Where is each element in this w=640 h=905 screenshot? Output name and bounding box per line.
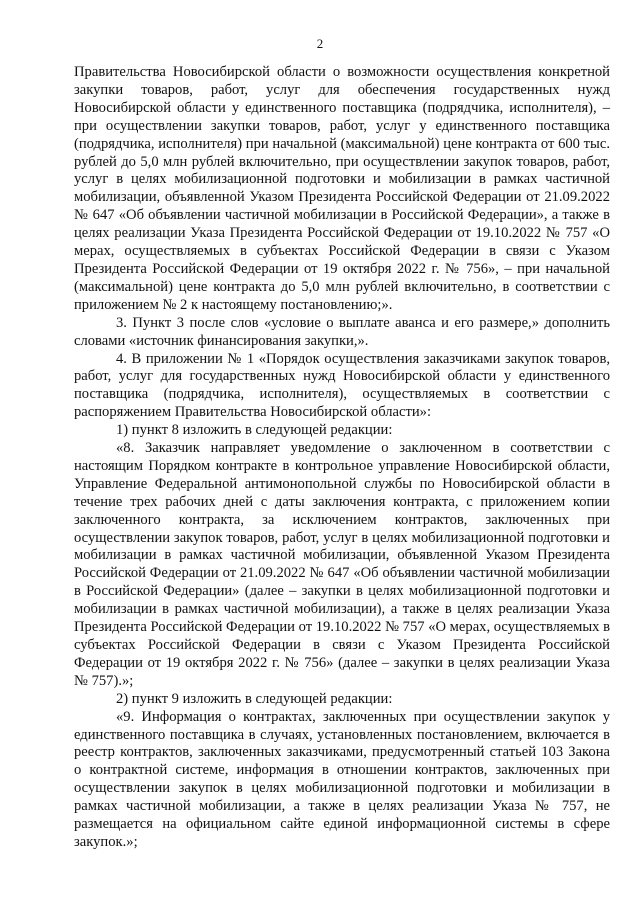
paragraph-subitem-1: 1) пункт 8 изложить в следующей редакции: xyxy=(116,422,393,439)
paragraph-item-3: 3. Пункт 3 после слов «условие о выплате аванса и его размере,» дополнить словами «источник финансирования закупки,». xyxy=(74,314,610,349)
paragraph-clause-8: «8. Заказчик направляет уведомление о заключенном в соответствии с настоящим Порядком контракте в контрольное управление Новосибирской области, Управление Федеральной антимонопольной службы по Новосибирской области в течение трех рабочих дней с даты заключения контракта, с приложением копии заключенного контракта, за исключением контрактов, заключенных при осуществлении закупок товаров, работ, услуг в целях мобилизационной подготовки и мобилизации в рамках частичной мобилизации, объявленной Указом Президента Российской Федерации от 21.09.2022 № 647 «Об объявлении частичной мобилизации в Российской Федерации» (далее – закупки в целях мобилизационной подготовки и мобилизации в рамках частичной мобилизации), а также в целях реализации Указа Президента Российской Федерации от 19.10.2022 № 757 «О мерах, осуществляемых в субъектах Российской Федерации в связи с Указом Президента Российской Федерации от 19 октября 2022 г. № 756» (далее – закупки в целях реализации Указа № 757).»; xyxy=(74,440,610,689)
page-number: 2 xyxy=(316,36,324,51)
paragraph-item-4: 4. В приложении № 1 «Порядок осуществления заказчиками закупок товаров, работ, услуг для государственных нужд Новосибирской области у единственного поставщика (подрядчика, исполнителя), осуществляемых в соответствии с распоряжением Правительства Новосибирской области»: xyxy=(74,350,610,421)
document-body xyxy=(74,64,610,852)
paragraph-clause-9: «9. Информация о контрактах, заключенных при осуществлении закупок у единственного поставщика в случаях, установленных постановлением, включается в реестр контрактов, заключенных заказчиками, предусмотренный статьей 103 Закона о контрактной системе, информация в отношении контрактов, заключенных при осуществлении закупок в целях мобилизационной подготовки и мобилизации в рамках частичной мобилизации, а также в целях реализации Указа № 757, не размещается на официальном сайте единой информационной системы в сфере закупок.»; xyxy=(74,708,610,850)
paragraph-subitem-2: 2) пункт 9 изложить в следующей редакции: xyxy=(116,690,393,707)
paragraph-continuation: Правительства Новосибирской области о возможности осуществления конкретной закупки товаров, работ, услуг для обеспечения государственных нужд Новосибирской области у единственного поставщика (подрядчика, исполнителя), – при осуществлении закупки товаров, работ, услуг у единственного поставщика (подрядчика, исполнителя) при начальной (максимальной) цене контракта от 600 тыс. рублей до 5,0 млн рублей включительно, при осуществлении закупок товаров, работ, услуг в целях мобилизационной подготовки и мобилизации в рамках частичной мобилизации, объявленной Указом Президента Российской Федерации от 21.09.2022 № 647 «Об объявлении частичной мобилизации в Российской Федерации», а также в целях реализации Указа Президента Российской Федерации от 19.10.2022 № 757 «О мерах, осуществляемых в субъектах Российской Федерации в связи с Указом Президента Российской Федерации от 19 октября 2022 г. № 756», – при начальной (максимальной) цене контракта до 5,0 млн рублей включительно, в соответствии с приложением № 2 к настоящему постановлению;». xyxy=(74,64,610,313)
